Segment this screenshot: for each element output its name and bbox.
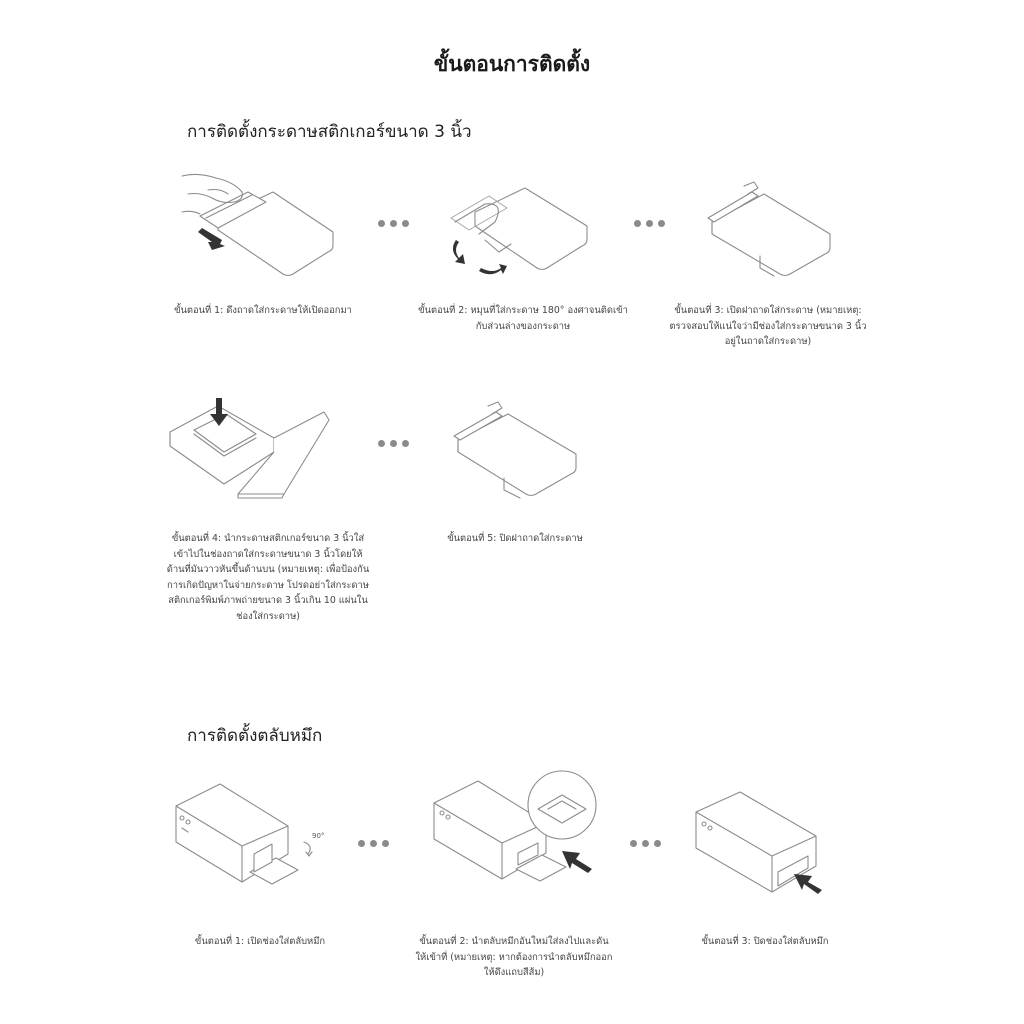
rotation-label: 90° <box>312 832 325 840</box>
push-arrow-icon <box>562 851 592 873</box>
rotate-arrow-icon <box>453 240 465 264</box>
sticker-section-title: การติดตั้งกระดาษสติกเกอร์ขนาด 3 นิ้ว <box>187 122 472 142</box>
sticker-step-3-caption: ขั้นตอนที่ 3: เปิดฝาถาดใส่กระดาษ (หมายเหตุ: ตรวจสอบให้แน่ใจว่ามีช่องใส่กระดาษขนาด 3 นิ้วอยู่ในถาดใส่กระดาษ) <box>669 305 867 347</box>
three-dots-icon <box>358 840 392 848</box>
sticker-step-2-caption: ขั้นตอนที่ 2: หมุนที่ใส่กระดาษ 180° องศาจนติดเข้ากับส่วนล่างของกระดาษ <box>418 305 628 332</box>
sticker-step-2-illustration <box>445 182 595 282</box>
cartridge-step-2-caption: ขั้นตอนที่ 2: นำตลับหมึกอันใหม่ใส่ลงไปและดันให้เข้าที่ (หมายเหตุ: หากต้องการนำตลับหมึกออก ให้ดึงแถบสีส้ม) <box>415 936 613 978</box>
three-dots-icon <box>378 220 412 228</box>
cartridge-step-3-illustration <box>692 790 824 896</box>
cartridge-step-2-illustration <box>430 773 602 891</box>
sticker-step-4-illustration <box>164 398 339 500</box>
sticker-step-1-caption: ขั้นตอนที่ 1: ดึงถาดใส่กระดาษให้เปิดออกมา <box>174 305 352 316</box>
sticker-step-5-illustration <box>448 402 583 502</box>
push-arrow-icon <box>794 874 822 894</box>
sticker-step-1-illustration <box>178 170 338 285</box>
three-dots-icon <box>634 220 668 228</box>
cartridge-step-1-illustration <box>170 782 330 904</box>
cartridge-step-1-caption: ขั้นตอนที่ 1: เปิดช่องใส่ตลับหมึก <box>194 936 326 947</box>
sticker-step-4-caption: ขั้นตอนที่ 4: นำกระดาษสติกเกอร์ขนาด 3 นิ้วใส่เข้าไปในช่องถาดใส่กระดาษขนาด 3 นิ้วโดยให้ด้านที่มันวาวหันขึ้นด้านบน (หมายเหตุ: เพื่อป้องกันการเกิดปัญหาในจ่ายกระดาษ โปรดอย่าใส่กระดาษสติกเกอร์พิมพ์ภาพถ่ายขนาด 3 นิ้วเกิน 10 แผ่นในช่องใส่กระดาษ) <box>166 533 370 622</box>
three-dots-icon <box>630 840 664 848</box>
three-dots-icon <box>378 440 412 448</box>
cartridge-step-3-caption: ขั้นตอนที่ 3: ปิดช่องใส่ตลับหมึก <box>701 936 829 947</box>
sticker-step-3-illustration <box>702 182 842 282</box>
cartridge-section-title: การติดตั้งตลับหมึก <box>187 726 323 746</box>
sticker-step-5-caption: ขั้นตอนที่ 5: ปิดฝาถาดใส่กระดาษ <box>447 533 583 544</box>
page-title: ขั้นตอนการติดตั้ง <box>433 52 591 76</box>
